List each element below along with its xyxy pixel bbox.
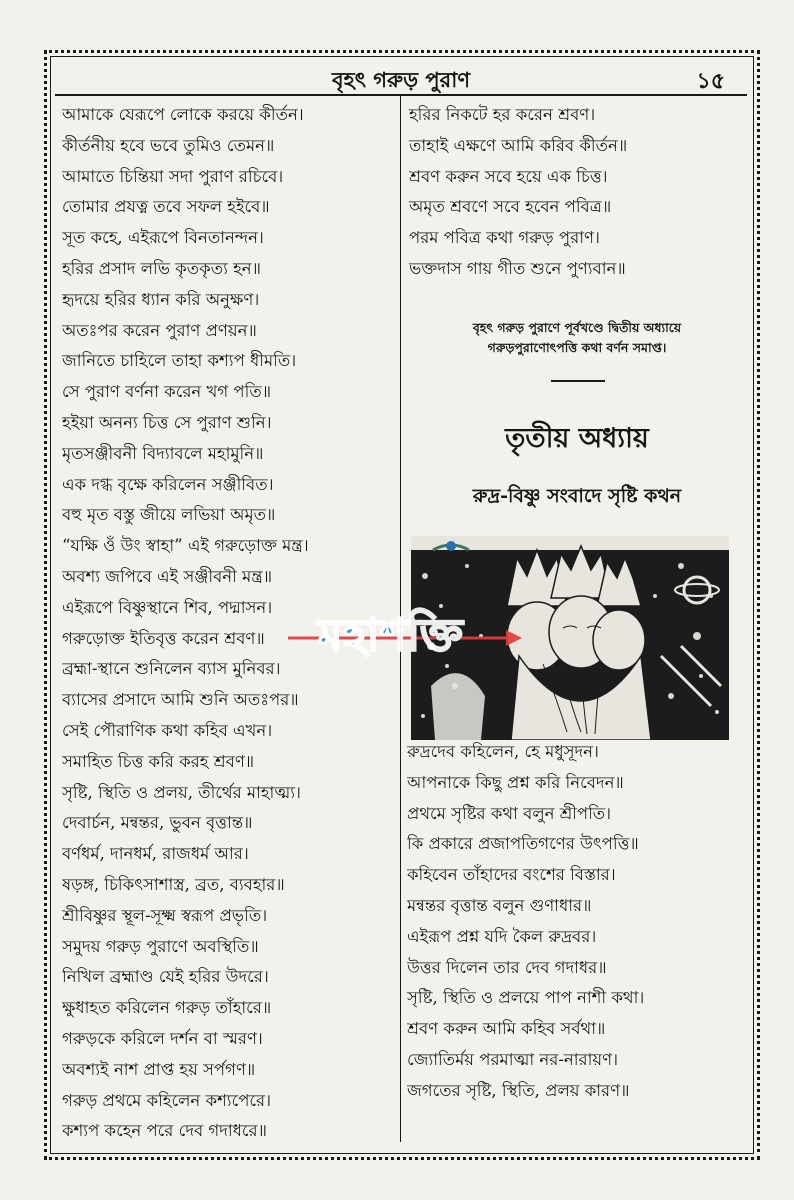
verse-line: কি প্রকারে প্রজাপতিগণের উৎপত্তি॥: [407, 834, 639, 854]
verse-line: এক দগ্ধ বৃক্ষে করিলেন সঞ্জীবিত।: [62, 474, 274, 494]
verse-line: সৃষ্টি, স্থিতি ও প্রলয়ে পাপ নাশী কথা।: [407, 988, 645, 1008]
chapter-title: তৃতীয় অধ্যায়: [505, 423, 649, 454]
verse-line: জ্যোতির্ময় পরমাত্মা নর-নারায়ণ।: [407, 1049, 618, 1069]
verse-line: ক্ষুধাহত করিলেন গরুড় তাঁহারে॥: [62, 998, 272, 1018]
verse-line: গরুড়োক্ত ইতিবৃত্ত করেন শ্রবণ॥: [62, 628, 265, 648]
verse-line: অবশ্যই নাশ প্রাপ্ত হয় সর্পগণ॥: [62, 1059, 256, 1079]
verse-line: অবশ্য জপিবে এই সঞ্জীবনী মন্ত্র॥: [62, 566, 273, 586]
verse-line: আপনাকে কিছু প্রশ্ন করি নিবেদন॥: [407, 772, 624, 792]
verse-line: অতঃপর করেন পুরাণ প্রণয়ন॥: [62, 320, 257, 340]
verse-line: বহু মৃত বস্তু জীয়ে লভিয়া অমৃত॥: [62, 505, 276, 525]
page-number: ১৫: [696, 68, 725, 94]
watermark-logo: [318, 602, 464, 675]
verse-line: আমাকে যেরূপে লোকে করয়ে কীর্তন।: [62, 105, 304, 124]
chapter-subtitle: রুদ্র-বিষ্ণু সংবাদে সৃষ্টি কথন: [472, 485, 682, 507]
verse-line: জগতের সৃষ্টি, স্থিতি, প্রলয় কারণ॥: [407, 1080, 630, 1100]
chapter-colophon: [407, 318, 747, 358]
verse-line: সমাহিত চিত্ত করি করহ শ্রবণ॥: [62, 751, 255, 771]
verse-line: তোমার প্রযত্ন তবে সফল হইবে॥: [62, 197, 270, 217]
verse-line: ব্যাসের প্রসাদে আমি শুনি অতঃপর॥: [62, 690, 299, 710]
verse-line: কহিবেন তাঁহাদের বংশের বিস্তার।: [407, 865, 616, 885]
verse-line: আমাতে চিন্তিয়া সদা পুরাণ রচিবে।: [62, 166, 284, 186]
verse-line: এইরূপে বিষ্ণুস্থানে শিব, পদ্মাসন।: [62, 597, 273, 617]
verse-line: সৃষ্টি, স্থিতি ও প্রলয়, তীর্থের মাহাত্ম্য।: [62, 782, 301, 802]
verse-line: সূত কহে, এইরূপে বিনতানন্দন।: [62, 228, 264, 248]
verse-line: কশ্যপ কহেন পরে দেব গদাধরে॥: [62, 1121, 267, 1141]
running-header: [55, 62, 747, 96]
verse-line: শ্রবণ করুন সবে হয়ে এক চিত্ত।: [409, 166, 608, 186]
verse-line: গরুড়কে করিলে দর্শন বা স্মরণ।: [62, 1028, 263, 1048]
verse-line: সেই পৌরাণিক কথা কহিব এখন।: [62, 720, 273, 740]
verse-line: পরম পবিত্র কথা গরুড় পুরাণ।: [409, 228, 600, 248]
verse-line: অমৃত শ্রবণে সবে হবেন পবিত্র॥: [409, 197, 612, 217]
right-column-bottom: [407, 737, 747, 1107]
right-column-top: [407, 100, 747, 285]
colophon-line: গরুড়পুরাণোৎপত্তি কথা বর্ণন সমাপ্ত।: [487, 340, 667, 355]
watermark-text: মহাশক্তি: [318, 610, 464, 661]
verse-line: সে পুরাণ বর্ণনা করেন খগ পতি॥: [62, 382, 272, 402]
verse-line: ব্রহ্মা-স্থানে শুনিলেন ব্যাস মুনিবর।: [62, 659, 281, 679]
verse-line: শ্রীবিষ্ণুর স্থূল-সূক্ষ্ম স্বরূপ প্রভৃতি।: [62, 905, 268, 925]
section-rule: [551, 380, 605, 382]
verse-line: শ্রবণ করুন আমি কহিব সর্বথা॥: [407, 1019, 606, 1039]
verse-line: উত্তর দিলেন তার দেব গদাধর॥: [407, 957, 607, 977]
verse-line: এইরূপ প্রশ্ন যদি কৈল রুদ্রবর।: [407, 926, 597, 946]
verse-line: হৃদয়ে হরির ধ্যান করি অনুক্ষণ।: [62, 289, 260, 309]
verse-line: মৃতসঞ্জীবনী বিদ্যাবলে মহামুনি॥: [62, 443, 264, 463]
verse-line: সমুদয় গরুড় পুরাণে অবস্থিতি॥: [62, 936, 259, 956]
verse-line: হরির নিকটে হর করেন শ্রবণ।: [409, 105, 596, 124]
header-title: বৃহৎ গরুড় পুরাণ: [331, 67, 471, 92]
verse-line: প্রথমে সৃষ্টির কথা বলুন শ্রীপতি।: [407, 803, 612, 823]
verse-line: নিখিল ব্রহ্মাণ্ড যেই হরির উদরে।: [62, 967, 269, 987]
verse-line: কীর্তনীয় হবে ভবে তুমিও তেমন॥: [62, 135, 275, 155]
verse-line: রুদ্রদেব কহিলেন, হে মধুসূদন।: [407, 742, 599, 761]
verse-line: হরির প্রসাদ লভি কৃতকৃত্য হন॥: [62, 258, 261, 278]
verse-line: জানিতে চাহিলে তাহা কশ্যপ ধীমতি।: [62, 351, 297, 371]
verse-line: তাহাই এক্ষণে আমি করিব কীর্তন॥: [409, 135, 628, 155]
verse-line: “যক্ষি ওঁ উং স্বাহা” এই গরুড়োক্ত মন্ত্র।: [62, 536, 309, 556]
verse-line: মন্বন্তর বৃত্তান্ত বলুন গুণাধার॥: [407, 895, 592, 915]
verse-line: হইয়া অনন্য চিত্ত সে পুরাণ শুনি।: [62, 412, 272, 432]
verse-line: বর্ণধর্ম, দানধর্ম, রাজধর্ম আর।: [62, 844, 249, 864]
verse-line: দেবার্চন, মন্বন্তর, ভুবন বৃত্তান্ত॥: [62, 813, 253, 833]
verse-line: গরুড় প্রথমে কহিলেন কশ্যপেরে।: [62, 1090, 272, 1110]
verse-line: ষড়ঙ্গ, চিকিৎসাশাস্ত্র, ব্রত, ব্যবহার॥: [62, 874, 285, 894]
colophon-line: বৃহৎ গরুড় পুরাণে পূর্বখণ্ডে দ্বিতীয় অধ্যায়ে: [472, 320, 682, 335]
verse-line: ভক্তদাস গায় গীত শুনে পুণ্যবান॥: [409, 258, 626, 278]
